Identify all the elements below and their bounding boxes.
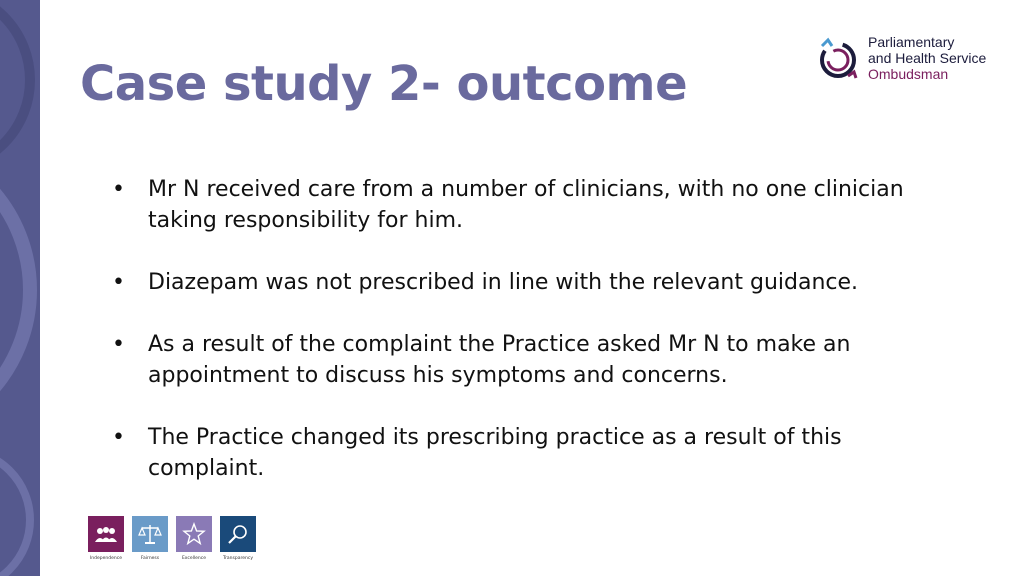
- logo-line-2: and Health Service: [868, 50, 987, 66]
- people-icon: [94, 522, 118, 546]
- bullet-item: [112, 329, 932, 391]
- scales-icon: [138, 522, 162, 546]
- bullet-text: Mr N received care from a number of clinicians, with no one clinician taking responsibility for him.: [148, 177, 904, 233]
- value-caption: Fairness: [140, 556, 160, 561]
- phso-logo: [814, 30, 1004, 88]
- value-independence: [88, 516, 124, 564]
- bullet-item: [112, 174, 932, 236]
- slide-title: Case study 2- outcome: [80, 56, 688, 112]
- bullet-glyph: •: [112, 177, 125, 202]
- logo-line-3: Ombudsman: [868, 66, 949, 82]
- ombudsman-logo-icon: [814, 32, 864, 86]
- logo-line-1: Parliamentary: [868, 34, 955, 50]
- value-caption: Transparency: [222, 556, 253, 561]
- value-caption: Excellence: [181, 556, 207, 561]
- bullet-list: [112, 174, 932, 515]
- value-fairness: [132, 516, 168, 564]
- bullet-glyph: •: [112, 332, 125, 357]
- value-tile: [220, 516, 256, 552]
- value-tile: [88, 516, 124, 552]
- value-tile: [132, 516, 168, 552]
- bullet-glyph: •: [112, 425, 125, 450]
- values-strip: [88, 516, 258, 572]
- magnifier-icon: [226, 522, 250, 546]
- value-transparency: [220, 516, 256, 564]
- value-excellence: [176, 516, 212, 564]
- bullet-item: [112, 267, 932, 298]
- logo-wordmark: [868, 34, 986, 82]
- value-caption: Independence: [89, 556, 122, 561]
- bullet-text: As a result of the complaint the Practice asked Mr N to make an appointment to discuss his symptoms and concerns.: [148, 332, 851, 388]
- value-tile: [176, 516, 212, 552]
- bullet-glyph: •: [112, 270, 125, 295]
- bullet-text: Diazepam was not prescribed in line with the relevant guidance.: [148, 270, 859, 295]
- side-decoration-band: [0, 0, 40, 576]
- bullet-item: [112, 422, 932, 484]
- star-icon: [182, 522, 206, 546]
- bullet-text: The Practice changed its prescribing practice as a result of this complaint.: [148, 425, 842, 481]
